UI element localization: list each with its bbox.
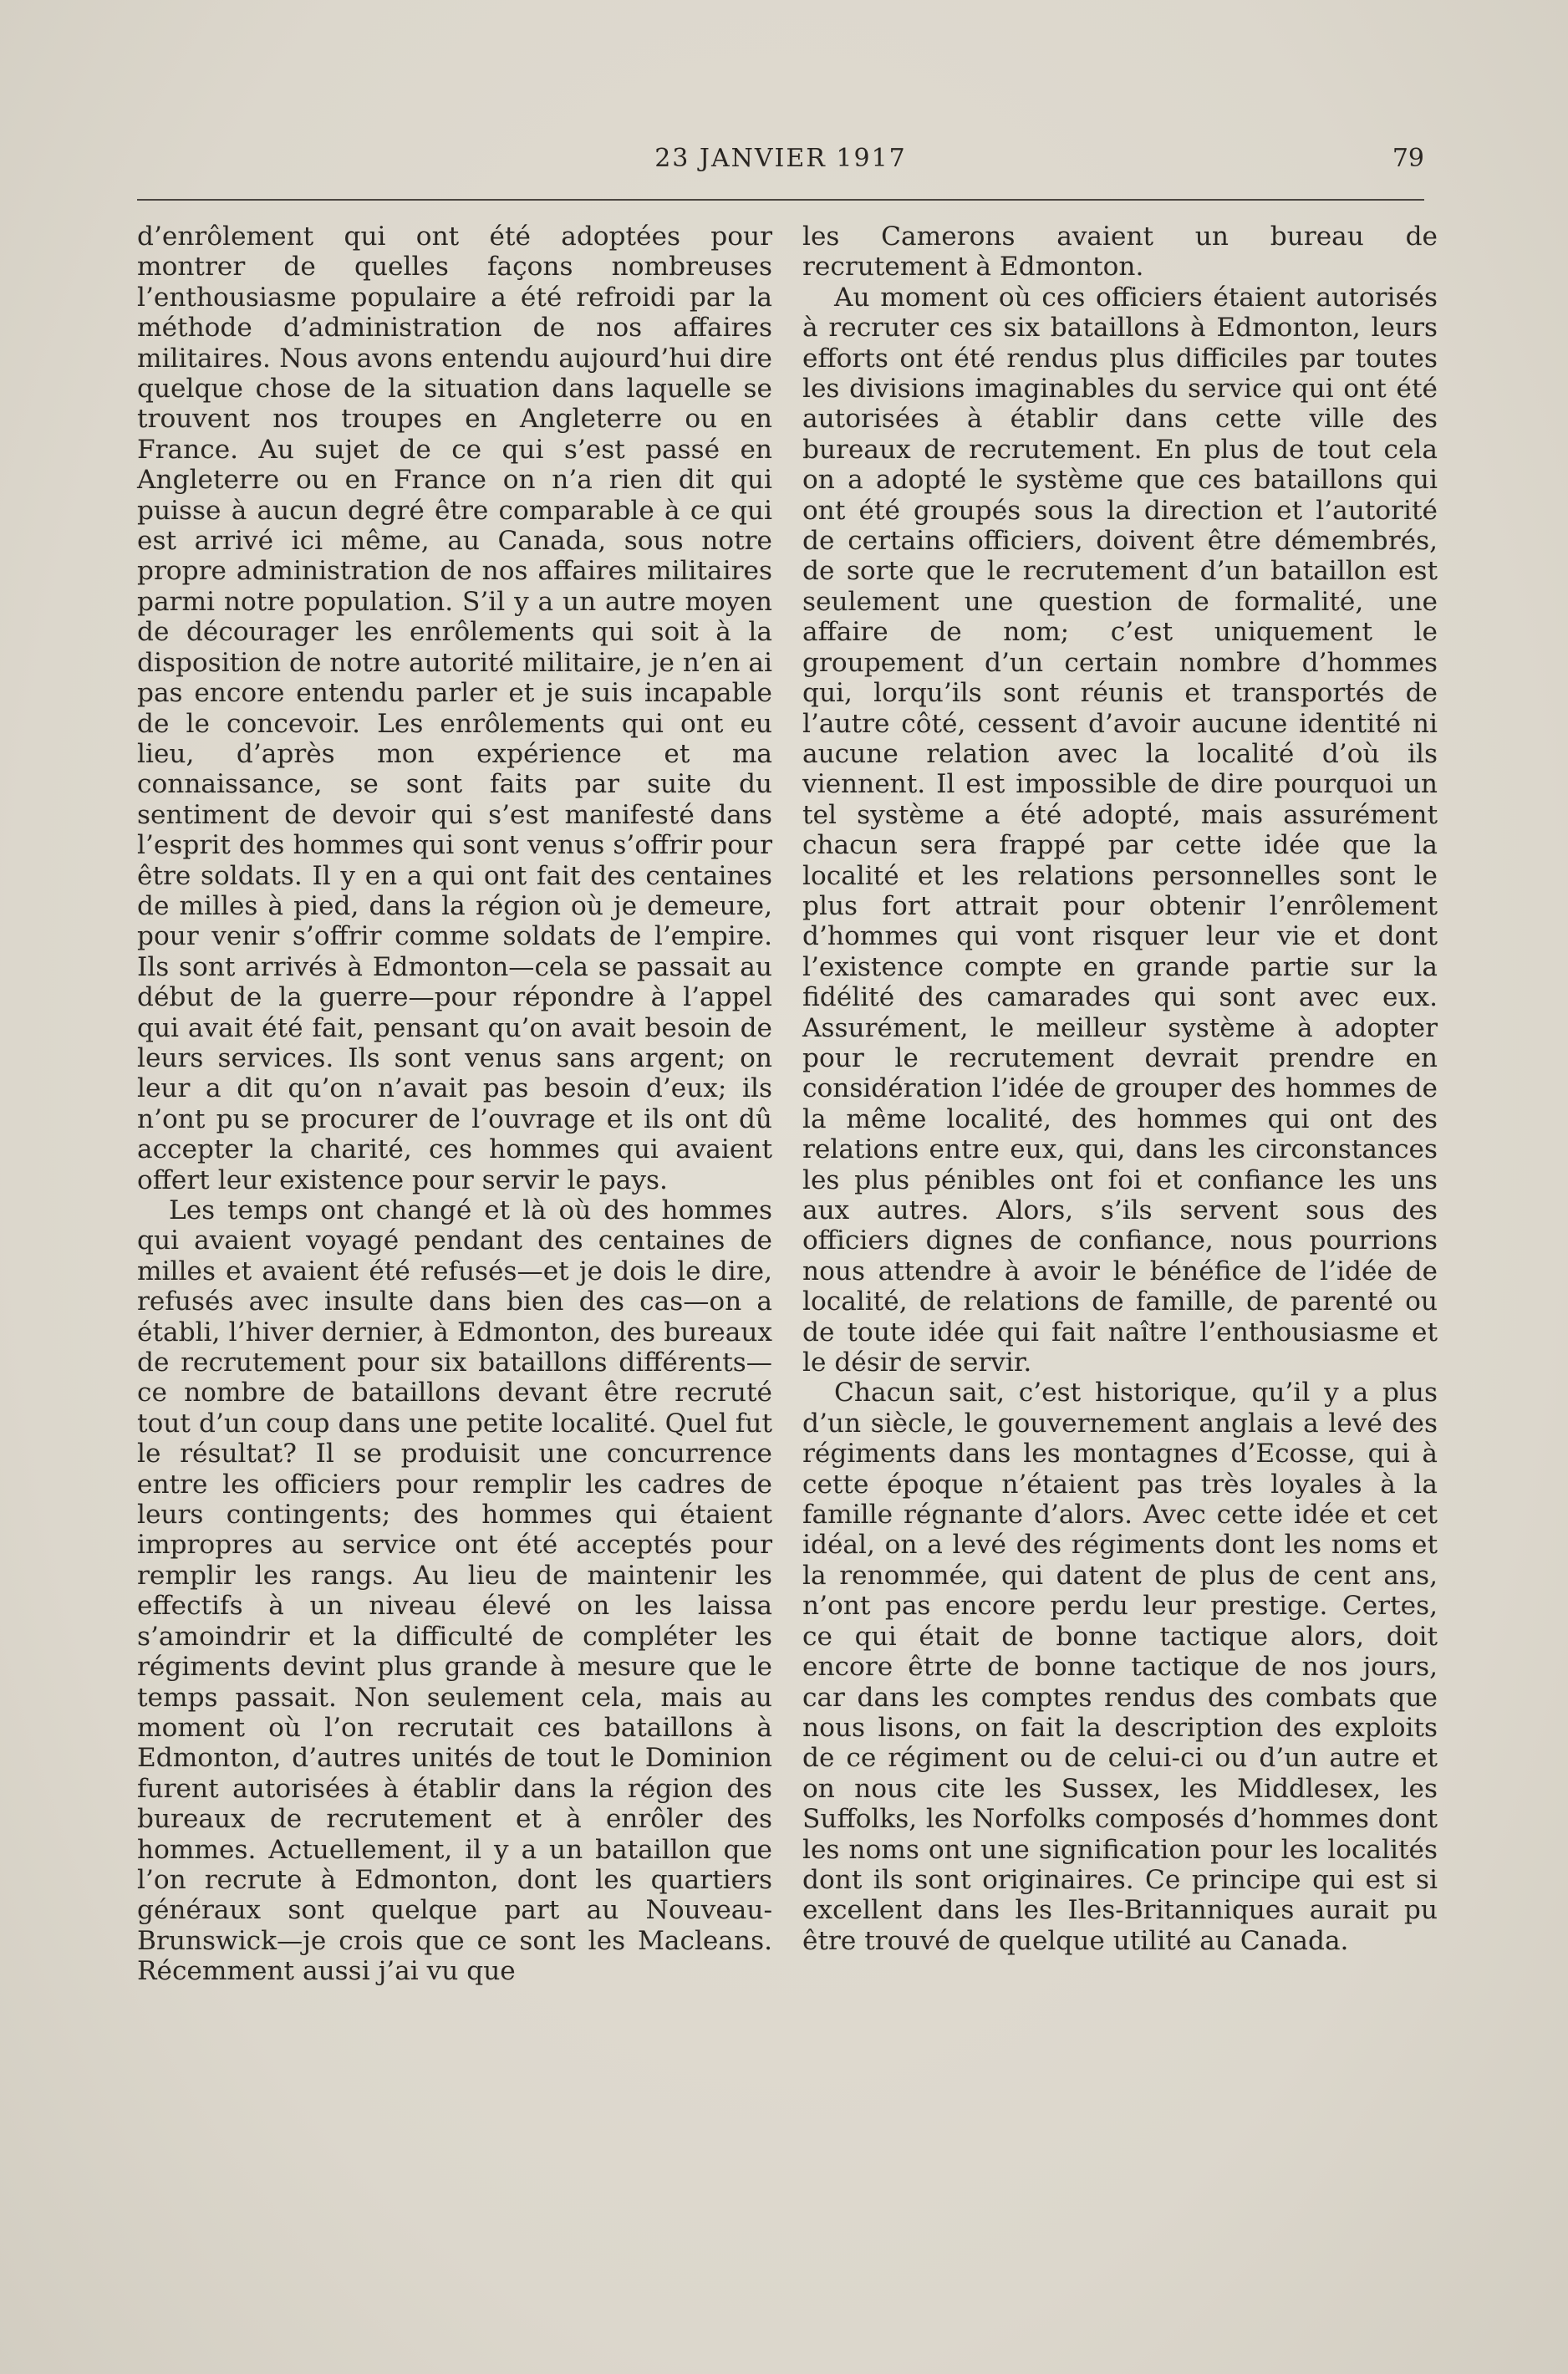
page-number: 79 — [1392, 144, 1424, 173]
paragraph: Au moment où ces officiers étaient autorisés à recruter ces six bataillons à Edmonton, leurs efforts ont été rendus plus difficiles par toutes les divisions imaginables du service qui ont été autorisées à établir dans cette ville des bureaux de recrutement. En plus de tout cela on a adopté le système que ces bataillons qui ont été groupés sous la direction et l’autorité de certains officiers, doivent être démembrés, de sorte que le recrutement d’un bataillon est seulement une question de formalité, une affaire de nom; c’est uniquement le groupement d’un certain nombre d’hommes qui, lorqu’ils sont réunis et transportés de l’autre côté, cessent d’avoir aucune identité ni aucune relation avec la localité d’où ils viennent. Il est impossible de dire pourquoi un tel système a été adopté, mais assurément chacun sera frappé par cette idée que la localité et les relations personnelles sont le plus fort attrait pour obtenir l’enrôlement d’hommes qui vont risquer leur vie et dont l’existence compte en grande partie sur la fidélité des camarades qui sont avec eux. Assurément, le meilleur système à adopter pour le recrutement devrait prendre en considération l’idée de grouper des hommes de la même localité, des hommes qui ont des relations entre eux, qui, dans les circonstances les plus pénibles ont foi et confiance les uns aux autres. Alors, s’ils servent sous des officiers dignes de confiance, nous pourrions nous attendre à avoir le bénéfice de l’idée de localité, de relations de famille, de parenté ou de toute idée qui fait naître l’enthousiasme et le désir de servir. — [802, 282, 1438, 1378]
paragraph: Chacun sait, c’est historique, qu’il y a plus d’un siècle, le gouvernement anglais a levé des régiments dans les montagnes d’Ecosse, qui à cette époque n’étaient pas très loyales à la famille régnante d’alors. Avec cette idée et cet idéal, on a levé des régiments dont les noms et la renommée, qui datent de plus de cent ans, n’ont pas encore perdu leur prestige. Certes, ce qui était de bonne tactique alors, doit encore êtrte de bonne tactique de nos jours, car dans les comptes rendus des combats que nous lisons, on fait la description des exploits de ce régiment ou de celui-ci ou d’un autre et on nous cite les Sussex, les Middlesex, les Suffolks, les Norfolks composés d’hommes dont les noms ont une signification pour les localités dont ils sont originaires. Ce principe qui est si excellent dans les Iles-Britanniques aurait pu être trouvé de quelque utilité au Canada. — [802, 1378, 1438, 1956]
page-header — [137, 144, 1424, 186]
paragraph: les Camerons avaient un bureau de recrutement à Edmonton. — [802, 222, 1438, 283]
header-date-title: 23 JANVIER 1917 — [654, 144, 907, 173]
paragraph: d’enrôlement qui ont été adoptées pour montrer de quelles façons nombreuses l’enthousiasme populaire a été refroidi par la méthode d’administration de nos affaires militaires. Nous avons entendu aujourd’hui dire quelque chose de la situation dans laquelle se trouvent nos troupes en Angleterre ou en France. Au sujet de ce qui s’est passé en Angleterre ou en France on n’a rien dit qui puisse à aucun degré être comparable à ce qui est arrivé ici même, au Canada, sous notre propre administration de nos affaires militaires parmi notre population. S’il y a un autre moyen de décourager les enrôlements qui soit à la disposition de notre autorité militaire, je n’en ai pas encore entendu parler et je suis incapable de le concevoir. Les enrôlements qui ont eu lieu, d’après mon expérience et ma connaissance, se sont faits par suite du sentiment de devoir qui s’est manifesté dans l’esprit des hommes qui sont venus s’offrir pour être soldats. Il y en a qui ont fait des centaines de milles à pied, dans la région où je demeure, pour venir s’offrir comme soldats de l’empire. Ils sont arrivés à Edmonton—cela se passait au début de la guerre—pour répondre à l’appel qui avait été fait, pensant qu’on avait besoin de leurs services. Ils sont venus sans argent; on leur a dit qu’on n’avait pas besoin d’eux; ils n’ont pu se procurer de l’ouvrage et ils ont dû accepter la charité, ces hommes qui avaient offert leur existence pour servir le pays. — [137, 222, 772, 1195]
paragraph: Les temps ont changé et là où des hommes qui avaient voyagé pendant des centaines de milles et avaient été refusés—et je dois le dire, refusés avec insulte dans bien des cas—on a établi, l’hiver dernier, à Edmonton, des bureaux de recrutement pour six bataillons différents—ce nombre de bataillons devant être recruté tout d’un coup dans une petite localité. Quel fut le résultat? Il se produisit une concurrence entre les officiers pour remplir les cadres de leurs contingents; des hommes qui étaient impropres au service ont été acceptés pour remplir les rangs. Au lieu de maintenir les effectifs à un niveau élevé on les laissa s’amoindrir et la difficulté de compléter les régiments devint plus grande à mesure que le temps passait. Non seulement cela, mais au moment où l’on recrutait ces bataillons à Edmonton, d’autres unités de tout le Dominion furent autorisées à établir dans la région des bureaux de recrutement et à enrôler des hommes. Actuellement, il y a un bataillon que l’on recrute à Edmonton, dont les quartiers généraux sont quelque part au Nouveau-Brunswick—je crois que ce sont les Macleans. Récemment aussi j’ai vu que — [137, 1195, 772, 1987]
header-divider — [137, 199, 1424, 201]
left-column — [137, 222, 772, 1987]
right-column — [802, 222, 1438, 1956]
